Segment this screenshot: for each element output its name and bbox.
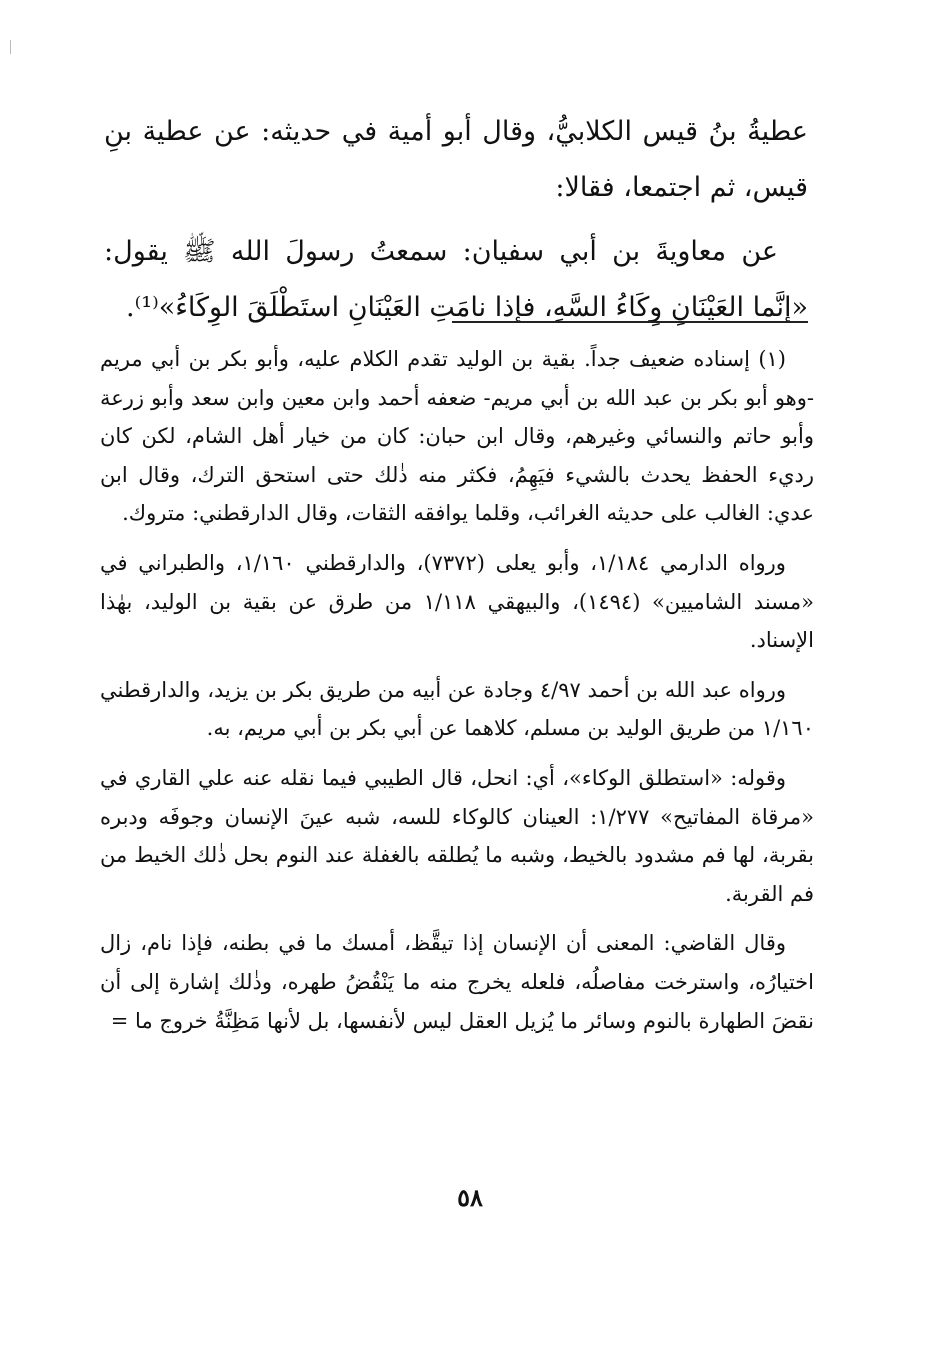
main-paragraph-2: عن معاويةَ بن أبي سفيان: سمعتُ رسولَ الله ﷺ يقول: «إنَّما العَيْنَانِ وِكَاءُ السَّهِ، فإذا نامَتِ العَيْنَانِ استَطْلَقَ الوِكَاءُ»⁽¹⁾. bbox=[104, 236, 808, 323]
footnote-paragraph-2: ورواه الدارمي ١/١٨٤، وأبو يعلى (٧٣٧٢)، والدارقطني ١/١٦٠، والطبراني في «مسند الشاميين» (١٤٩٤)، والبيهقي ١/١١٨ من طرق عن بقية بن الوليد، بهٰذا الإسناد. bbox=[100, 550, 814, 653]
footnote-paragraph-5: وقال القاضي: المعنى أن الإنسان إذا تيقَّظ، أمسك ما في بطنه، فإذا نام، زال اختيارُه، واسترخت مفاصلُه، فلعله يخرج منه ما يَنْقُضُ طهره، وذٰلك إشارة إلى أن نقضَ الطهارة بالنوم وسائر ما يُزيل العقل ليس لأنفسها، بل لأنها مَظِنَّةُ خروج ما = bbox=[100, 931, 814, 1033]
footnote-separator bbox=[452, 321, 808, 323]
main-text bbox=[104, 104, 808, 336]
footnote-paragraph-4: وقوله: «استطلق الوكاء»، أي: انحل، قال الطيبي فيما نقله عنه علي القاري في «مرقاة المفاتيح» ١/٢٧٧: العينان كالوكاء للسه، شبه عينَ الإنسان وجوفَه ودبره بقربة، لها فم مشدود بالخيط، وشبه ما يُطلقه بالغفلة عند النوم بحل ذٰلك الخيط من فم القربة. bbox=[100, 765, 814, 906]
footnotes bbox=[100, 340, 814, 1051]
page-number: ٥٨ bbox=[457, 1183, 483, 1212]
footnote-paragraph-3: ورواه عبد الله بن أحمد ٤/٩٧ وجادة عن أبيه من طريق بكر بن يزيد، والدارقطني ١/١٦٠ من طريق الوليد بن مسلم، كلاهما عن أبي بكر بن أبي مريم، به. bbox=[100, 677, 814, 741]
scan-edge-mark bbox=[10, 40, 11, 54]
footnote-paragraph-1: (١) إسناده ضعيف جداً. بقية بن الوليد تقدم الكلام عليه، وأبو بكر بن أبي مريم -وهو أبو بكر بن عبد الله بن أبي مريم- ضعفه أحمد وابن معين وابن سعد وأبو زرعة وأبو حاتم والنسائي وغيرهم، وقال ابن حبان: كان من خيار أهل الشام، لكن كان رديء الحفظ يحدث بالشيء فيَهِمُ، فكثر منه ذٰلك حتى استحق الترك، وقال ابن عدي: الغالب على حديثه الغرائب، وقلما يوافقه الثقات، وقال الدارقطني: متروك. bbox=[100, 347, 814, 526]
main-paragraph-1: عطيةُ بنُ قيس الكلابيُّ، وقال أبو أمية في حديثه: عن عطية بنِ قيس، ثم اجتمعا، فقالا: bbox=[104, 116, 808, 203]
